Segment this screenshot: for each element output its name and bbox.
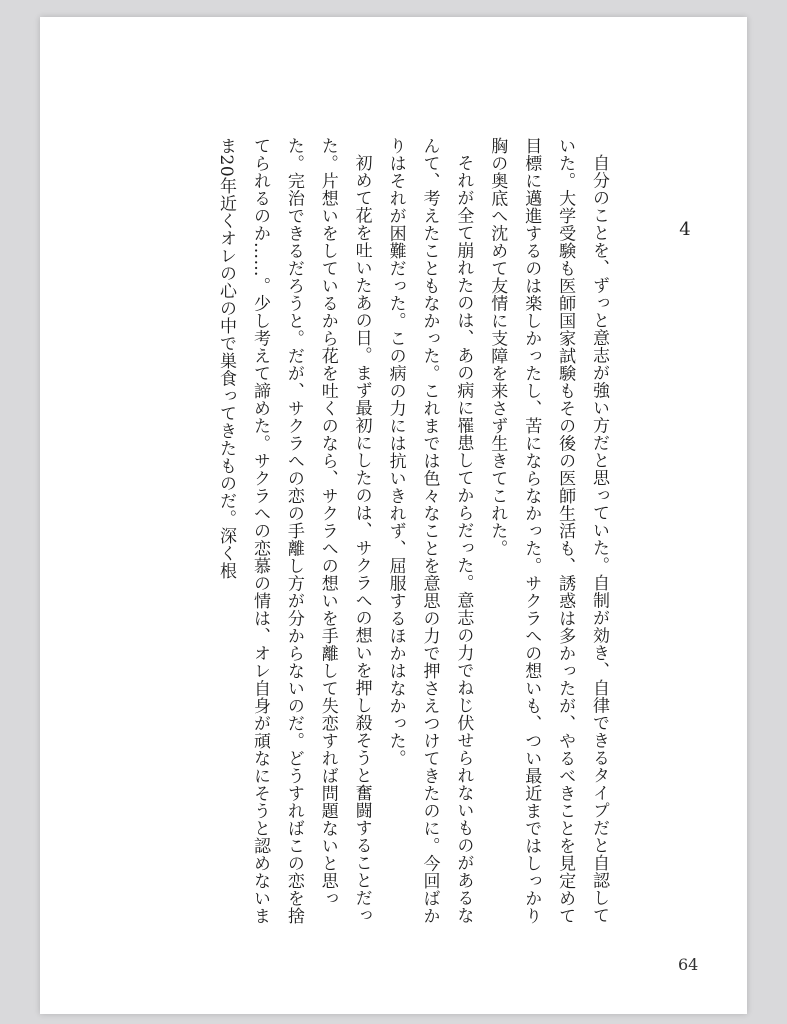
page-number: 64: [678, 955, 699, 974]
paragraph: 自分のことを、ずっと意志が強い方だと思っていた。自制が効き、自律できるタイプだと自認していた。大学受験も医師国家試験もその後の医師生活も、誘惑は多かったが、やるべきことを見定めて目標に邁進するのは楽しかったし、苦にならなかった。サクラへの想いも、つい最近まではしっかり胸の奥底へ沈めて友情に支障を来さず生きてこれた。: [487, 137, 609, 925]
paragraph: 初めて花を吐いたあの日。まず最初にしたのは、サクラへの想いを押し殺そうと奮闘することだった。片想いをしているから花を吐くのなら、サクラへの想いを手離して失恋すれば問題ないと思った。完治できるだろうと。だが、サクラへの恋の手離し方が分からないのだ。どうすればこの恋を捨てられるのか……。少し考えて諦めた。サクラへの恋慕の情は、オレ自身が頑なにそうと認めないまま20年近くオレの心の中で巣食ってきたものだ。深く根: [216, 137, 372, 925]
body-text: [135, 137, 615, 927]
chapter-number: 4: [679, 219, 691, 240]
paragraph: それが全て崩れたのは、あの病に罹患してからだった。意志の力でねじ伏せられないものがあるなんて、考えたこともなかった。これまでは色々なことを意思の力で押さえつけてきたのに。今回ばかりはそれが困難だった。この病の力には抗いきれず、屈服するほかはなかった。: [385, 137, 474, 925]
book-page: [40, 17, 747, 1014]
